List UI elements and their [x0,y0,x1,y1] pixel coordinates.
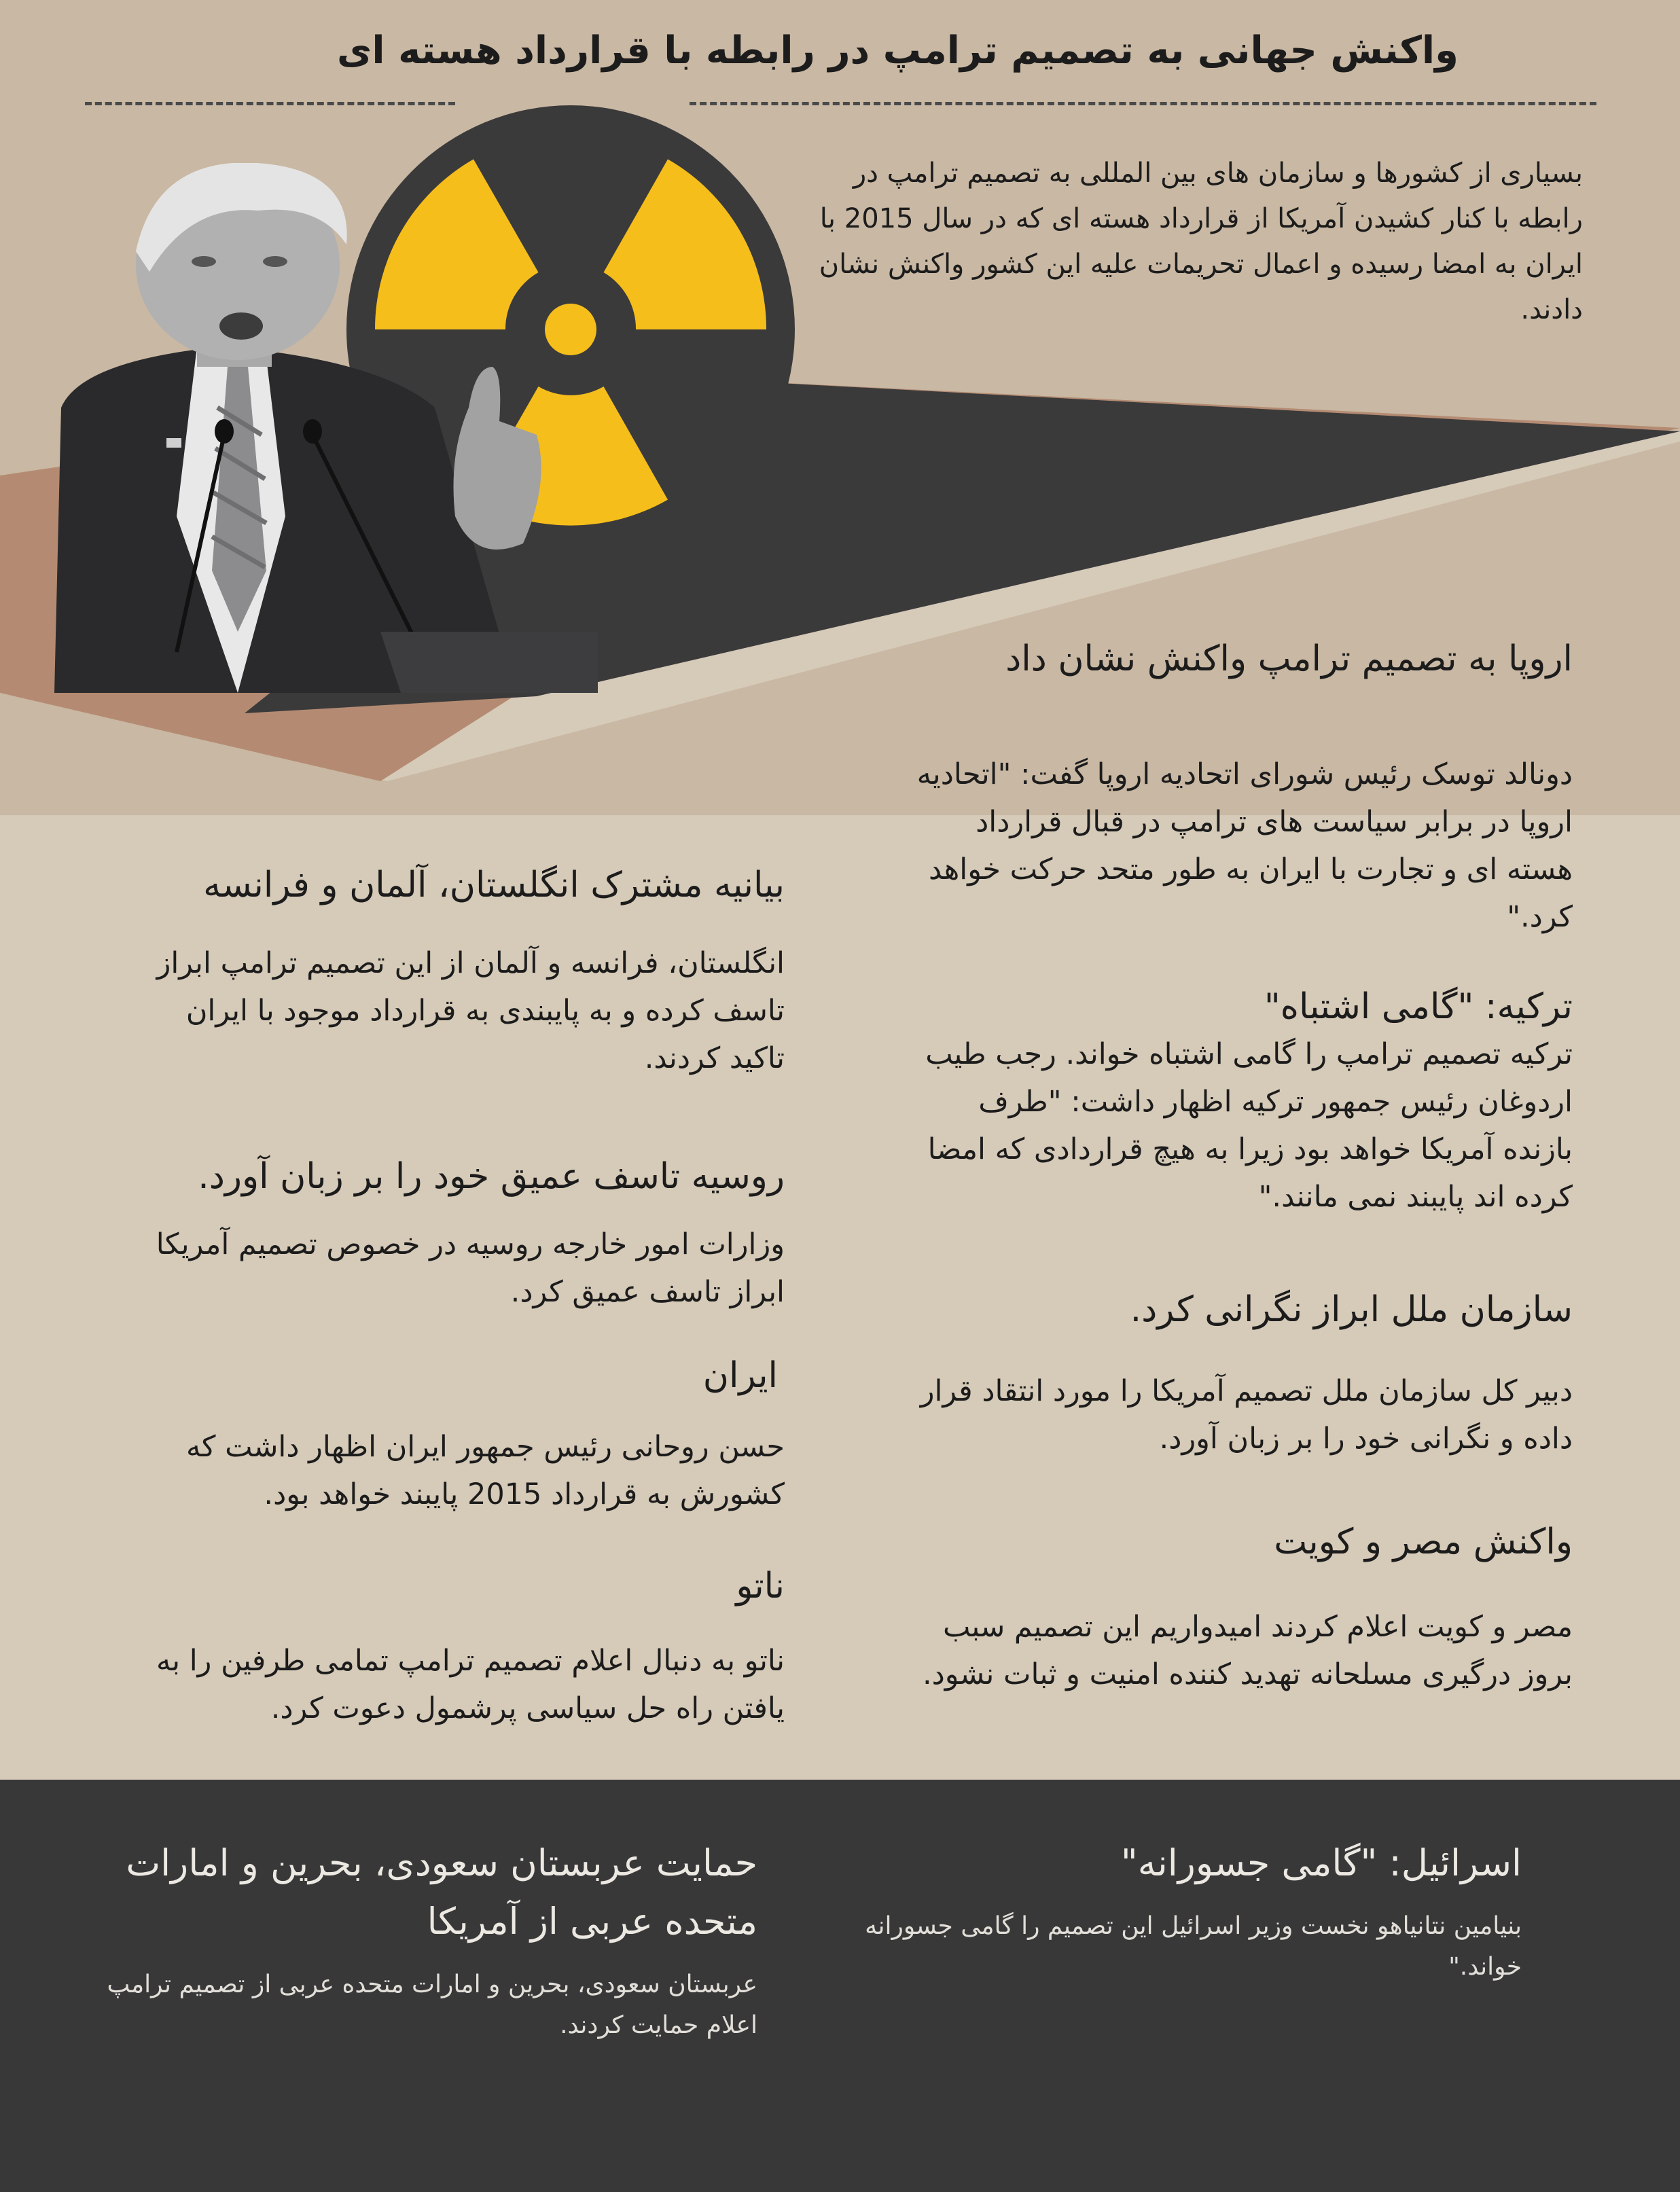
speaker-at-podium-photo [0,163,598,693]
page-title: واکنش جهانی به تصمیم ترامپ در رابطه با قرارداد هسته ای [337,29,1459,73]
section-text: حسن روحانی رئیس جمهور ایران اظهار داشت که کشورش به قرارداد 2015 پایبند خواهد بود. [185,1430,785,1511]
section-turkey [904,983,1573,1221]
section-text: دبیر کل سازمان ملل تصمیم آمریکا را مورد انتقاد قرار داده و نگرانی خود را بر زبان آورد. [920,1374,1573,1456]
section-heading: ترکیه: "گامی اشتباه" [1264,986,1573,1027]
section-text: ناتو به دنبال اعلام تصمیم ترامپ تمامی طرفین را به یافتن راه حل سیاسی پرشمول دعوت کرد. [156,1644,785,1725]
footer-heading: اسرائیل: "گامی جسورانه" [1120,1841,1522,1884]
footer-section-israel [849,1834,1522,1988]
section-nato [129,1562,785,1732]
section-heading: سازمان ملل ابراز نگرانی کرد. [1130,1289,1573,1330]
section-e3-statement [129,861,785,1082]
intro-paragraph: بسیاری از کشورها و سازمان های بین المللی به تصمیم ترامپ در رابطه با کنار کشیدن آمریکا از قرارداد هسته ای که در سال 2015 با ایران به امضا رسیده و اعمال تحریمات علیه این کشور واکنش نشان دادند. [819,158,1583,325]
section-text: مصر و کویت اعلام کردند امیدواریم این تصمیم سبب بروز درگیری مسلحانه تهدید کننده امنیت و ثبات نشود. [922,1610,1573,1691]
section-heading: ایران [702,1355,778,1396]
section-egypt-kuwait [904,1518,1573,1698]
footer-section-gulf-support [95,1834,757,2046]
section-russia [129,1153,785,1316]
section-heading: اروپا به تصمیم ترامپ واکنش نشان داد [1005,639,1573,679]
section-un [904,1286,1573,1462]
section-heading: روسیه تاسف عمیق خود را بر زبان آورد. [198,1156,785,1197]
section-text: دونالد توسک رئیس شورای اتحادیه اروپا گفت: "اتحادیه اروپا در برابر سیاست های ترامپ در قبال قرارداد هسته ای و تجارت با ایران به طور متحد حرکت خواهد کرد." [916,757,1573,934]
section-text: ترکیه تصمیم ترامپ را گامی اشتباه خواند. رجب طیب اردوغان رئیس جمهور ترکیه اظهار داشت: "طرف بازنده آمریکا خواهد بود زیرا به هیچ قراردادی که امضا کرده اند پایبند نمی مانند." [925,1037,1573,1214]
section-iran [129,1352,785,1518]
section-heading: ناتو [736,1566,785,1606]
section-heading: واکنش مصر و کویت [1274,1522,1573,1562]
title-divider-right [690,102,1596,105]
section-text: وزارات امور خارجه روسیه در خصوص تصمیم آمریکا ابراز تاسف عمیق کرد. [156,1227,785,1309]
section-text: انگلستان، فرانسه و آلمان از این تصمیم ترامپ ابراز تاسف کرده و به پایبندی به قرارداد موجود با ایران تاکید کردند. [156,946,785,1075]
footer-text: عربستان سعودی، بحرین و امارات متحده عربی از تصمیم ترامپ اعلام حمایت کردند. [107,1971,757,2039]
footer-text: بنیامین نتانیاهو نخست وزیر اسرائیل این تصمیم را گامی جسورانه خواند." [865,1912,1522,1981]
footer-heading: حمایت عربستان سعودی، بحرین و امارات متحده عربی از آمریکا [126,1841,757,1943]
section-europe [904,635,1573,941]
section-heading: بیانیه مشترک انگلستان، آلمان و فرانسه [203,865,785,905]
